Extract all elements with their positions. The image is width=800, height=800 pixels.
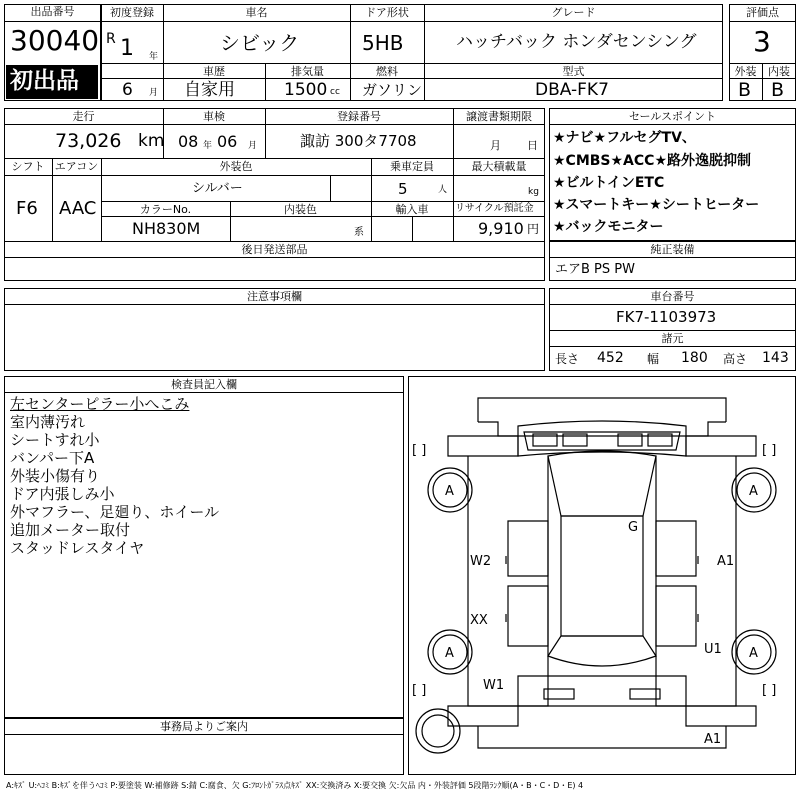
- month-unit: 月: [149, 88, 159, 98]
- fuel: ガソリン: [362, 81, 423, 99]
- equipment: エアB PS PW: [555, 262, 635, 277]
- score: 3: [753, 25, 771, 58]
- color-number: NH830M: [132, 219, 201, 238]
- first-reg-label: 初度登録: [110, 6, 154, 19]
- inspector-note: 室内薄汚れ: [10, 413, 86, 431]
- bracket-left-top: [ ]: [412, 443, 427, 458]
- interior-color-label: 内装色: [284, 203, 317, 216]
- damage-mark-g: G: [628, 520, 639, 535]
- inspector-label: 検査員記入欄: [171, 378, 237, 391]
- width-label: 幅: [647, 352, 660, 366]
- lot-number: 30040: [10, 24, 100, 57]
- model-label: 型式: [562, 65, 585, 78]
- tire-mark-rr: A: [749, 646, 758, 661]
- transfer-label: 譲渡書類期限: [466, 110, 532, 123]
- office-label: 事務局よりご案内: [160, 720, 248, 733]
- length: 452: [597, 350, 624, 366]
- import-label: 輸入車: [395, 203, 429, 216]
- chassis-number: FK7-1103973: [616, 308, 717, 326]
- ext-label: 外装: [734, 65, 757, 78]
- bracket-right-top: [ ]: [762, 443, 777, 458]
- inspector-note: 外装小傷有り: [10, 467, 101, 485]
- sales-point: ★CMBS★ACC★路外逸脱抑制: [553, 153, 751, 169]
- inspection-label: 車検: [203, 110, 225, 123]
- tire-mark-fr: A: [749, 484, 758, 499]
- legend: A:ｷｽﾞ U:ﾍｺﾐ B:ｷｽﾞを伴うﾍｺﾐ P:要塗装 W:補修跡 S:錆 C:腐食、欠 G:ﾌﾛﾝﾄｶﾞﾗｽ点ｷｽﾞ XX:交換済み X:要交換 欠:欠品 内・外装評価 5段階ﾗﾝｸ順(A・B・C・D・E) 4: [6, 781, 584, 790]
- car-outline: [478, 422, 726, 436]
- height: 143: [762, 350, 789, 366]
- length-label: 長さ: [555, 352, 580, 366]
- bracket-left-bottom: [ ]: [412, 683, 427, 698]
- inspect-month: 06: [217, 132, 238, 151]
- damage-mark-u1: U1: [704, 642, 722, 657]
- tire-mark-fl: A: [445, 484, 454, 499]
- regno-label: 登録番号: [337, 110, 381, 123]
- sales-point: ★ナビ★フルセグTV、: [553, 130, 696, 146]
- model-code: DBA-FK7: [535, 80, 609, 100]
- equipment-label: 純正装備: [650, 243, 695, 256]
- inspector-note: 追加メーター取付: [10, 521, 131, 539]
- sales-point: ★スマートキー★シートヒーター: [553, 197, 760, 213]
- load-label: 最大積載量: [471, 160, 527, 173]
- damage-mark-xx: XX: [470, 613, 488, 628]
- notes-label: 注意事項欄: [247, 290, 302, 303]
- damage-mark-w1: W1: [483, 678, 505, 693]
- reg-year: 1: [120, 36, 134, 61]
- int-grade: B: [771, 79, 785, 101]
- shift: F6: [16, 198, 38, 219]
- first-listing-label: 初出品: [10, 68, 79, 94]
- inspect-month-unit: 月: [248, 141, 258, 151]
- int-label: 内装: [768, 65, 790, 78]
- chassis-label: 車台番号: [650, 290, 695, 303]
- width: 180: [681, 350, 708, 366]
- car-damage-diagram: [408, 376, 796, 775]
- inspect-year: 08: [178, 132, 199, 151]
- sales-point: ★ビルトインETC: [553, 175, 665, 191]
- recycle-unit: 円: [527, 222, 540, 236]
- capacity-label: 乗車定員: [390, 160, 434, 173]
- height-label: 高さ: [723, 352, 748, 366]
- ac-label: エアコン: [54, 160, 99, 173]
- damage-mark-a1-right: A1: [717, 554, 735, 569]
- displacement: 1500: [284, 80, 328, 100]
- transfer-month: 月: [490, 139, 501, 152]
- era: R: [106, 31, 116, 47]
- inspect-year-unit: 年: [203, 141, 213, 151]
- shift-label: シフト: [11, 160, 45, 173]
- damage-mark-w2: W2: [470, 554, 492, 569]
- door-type: 5HB: [362, 31, 404, 55]
- inspector-note: スタッドレスタイヤ: [10, 539, 145, 557]
- mileage-label: 走行: [72, 110, 95, 123]
- colorno-label: カラーNo.: [139, 203, 192, 216]
- capacity-unit: 人: [438, 185, 448, 195]
- door-label: ドア形状: [365, 6, 409, 19]
- inspector-note: ドア内張しみ小: [10, 485, 115, 503]
- inspector-note: シートすれ小: [10, 431, 100, 449]
- fuel-label: 燃料: [376, 65, 398, 78]
- lot-label: 出品番号: [30, 5, 75, 18]
- grade-label: グレード: [551, 6, 596, 19]
- car-name-label: 車名: [245, 6, 268, 19]
- inspector-note: 左センターピラー小へこみ: [10, 395, 190, 413]
- later-parts-label: 後日発送部品: [241, 243, 308, 256]
- recycle-label: リサイクル預託金: [455, 203, 534, 214]
- score-label: 評価点: [746, 6, 779, 19]
- grade: ハッチバック ホンダセンシング: [456, 32, 697, 52]
- sales-point: ★バックモニター: [553, 219, 664, 235]
- interior-color-unit: 系: [354, 227, 364, 238]
- cc-unit: cc: [330, 87, 340, 97]
- history: 自家用: [184, 80, 235, 100]
- inspector-note: 外マフラー、足廻り、ホイール: [10, 503, 220, 521]
- year-unit: 年: [149, 52, 159, 62]
- registration-number: 諏訪 300タ7708: [300, 132, 417, 150]
- damage-mark-a1-bottom: A1: [704, 732, 722, 747]
- history-label: 車歴: [203, 65, 225, 78]
- bracket-right-bottom: [ ]: [762, 683, 777, 698]
- body-color: シルバー: [192, 181, 243, 196]
- mileage-unit: km: [138, 131, 165, 151]
- reg-month: 6: [122, 80, 133, 100]
- capacity: 5: [398, 180, 408, 198]
- mileage: 73,026: [55, 130, 122, 152]
- aircon: AAC: [59, 198, 97, 219]
- load-unit: kg: [528, 187, 539, 197]
- ext-grade: B: [738, 79, 752, 101]
- recycle-fee: 9,910: [478, 219, 524, 238]
- inspector-note: バンパー下A: [10, 449, 95, 467]
- color-label: 外装色: [219, 160, 253, 173]
- sales-points-label: セールスポイント: [628, 110, 716, 123]
- tire-mark-rl: A: [445, 646, 454, 661]
- car-outline-top: [478, 398, 726, 422]
- transfer-day: 日: [527, 139, 538, 152]
- dims-label: 諸元: [661, 332, 684, 345]
- displacement-label: 排気量: [291, 65, 324, 78]
- car-name: シビック: [220, 31, 300, 55]
